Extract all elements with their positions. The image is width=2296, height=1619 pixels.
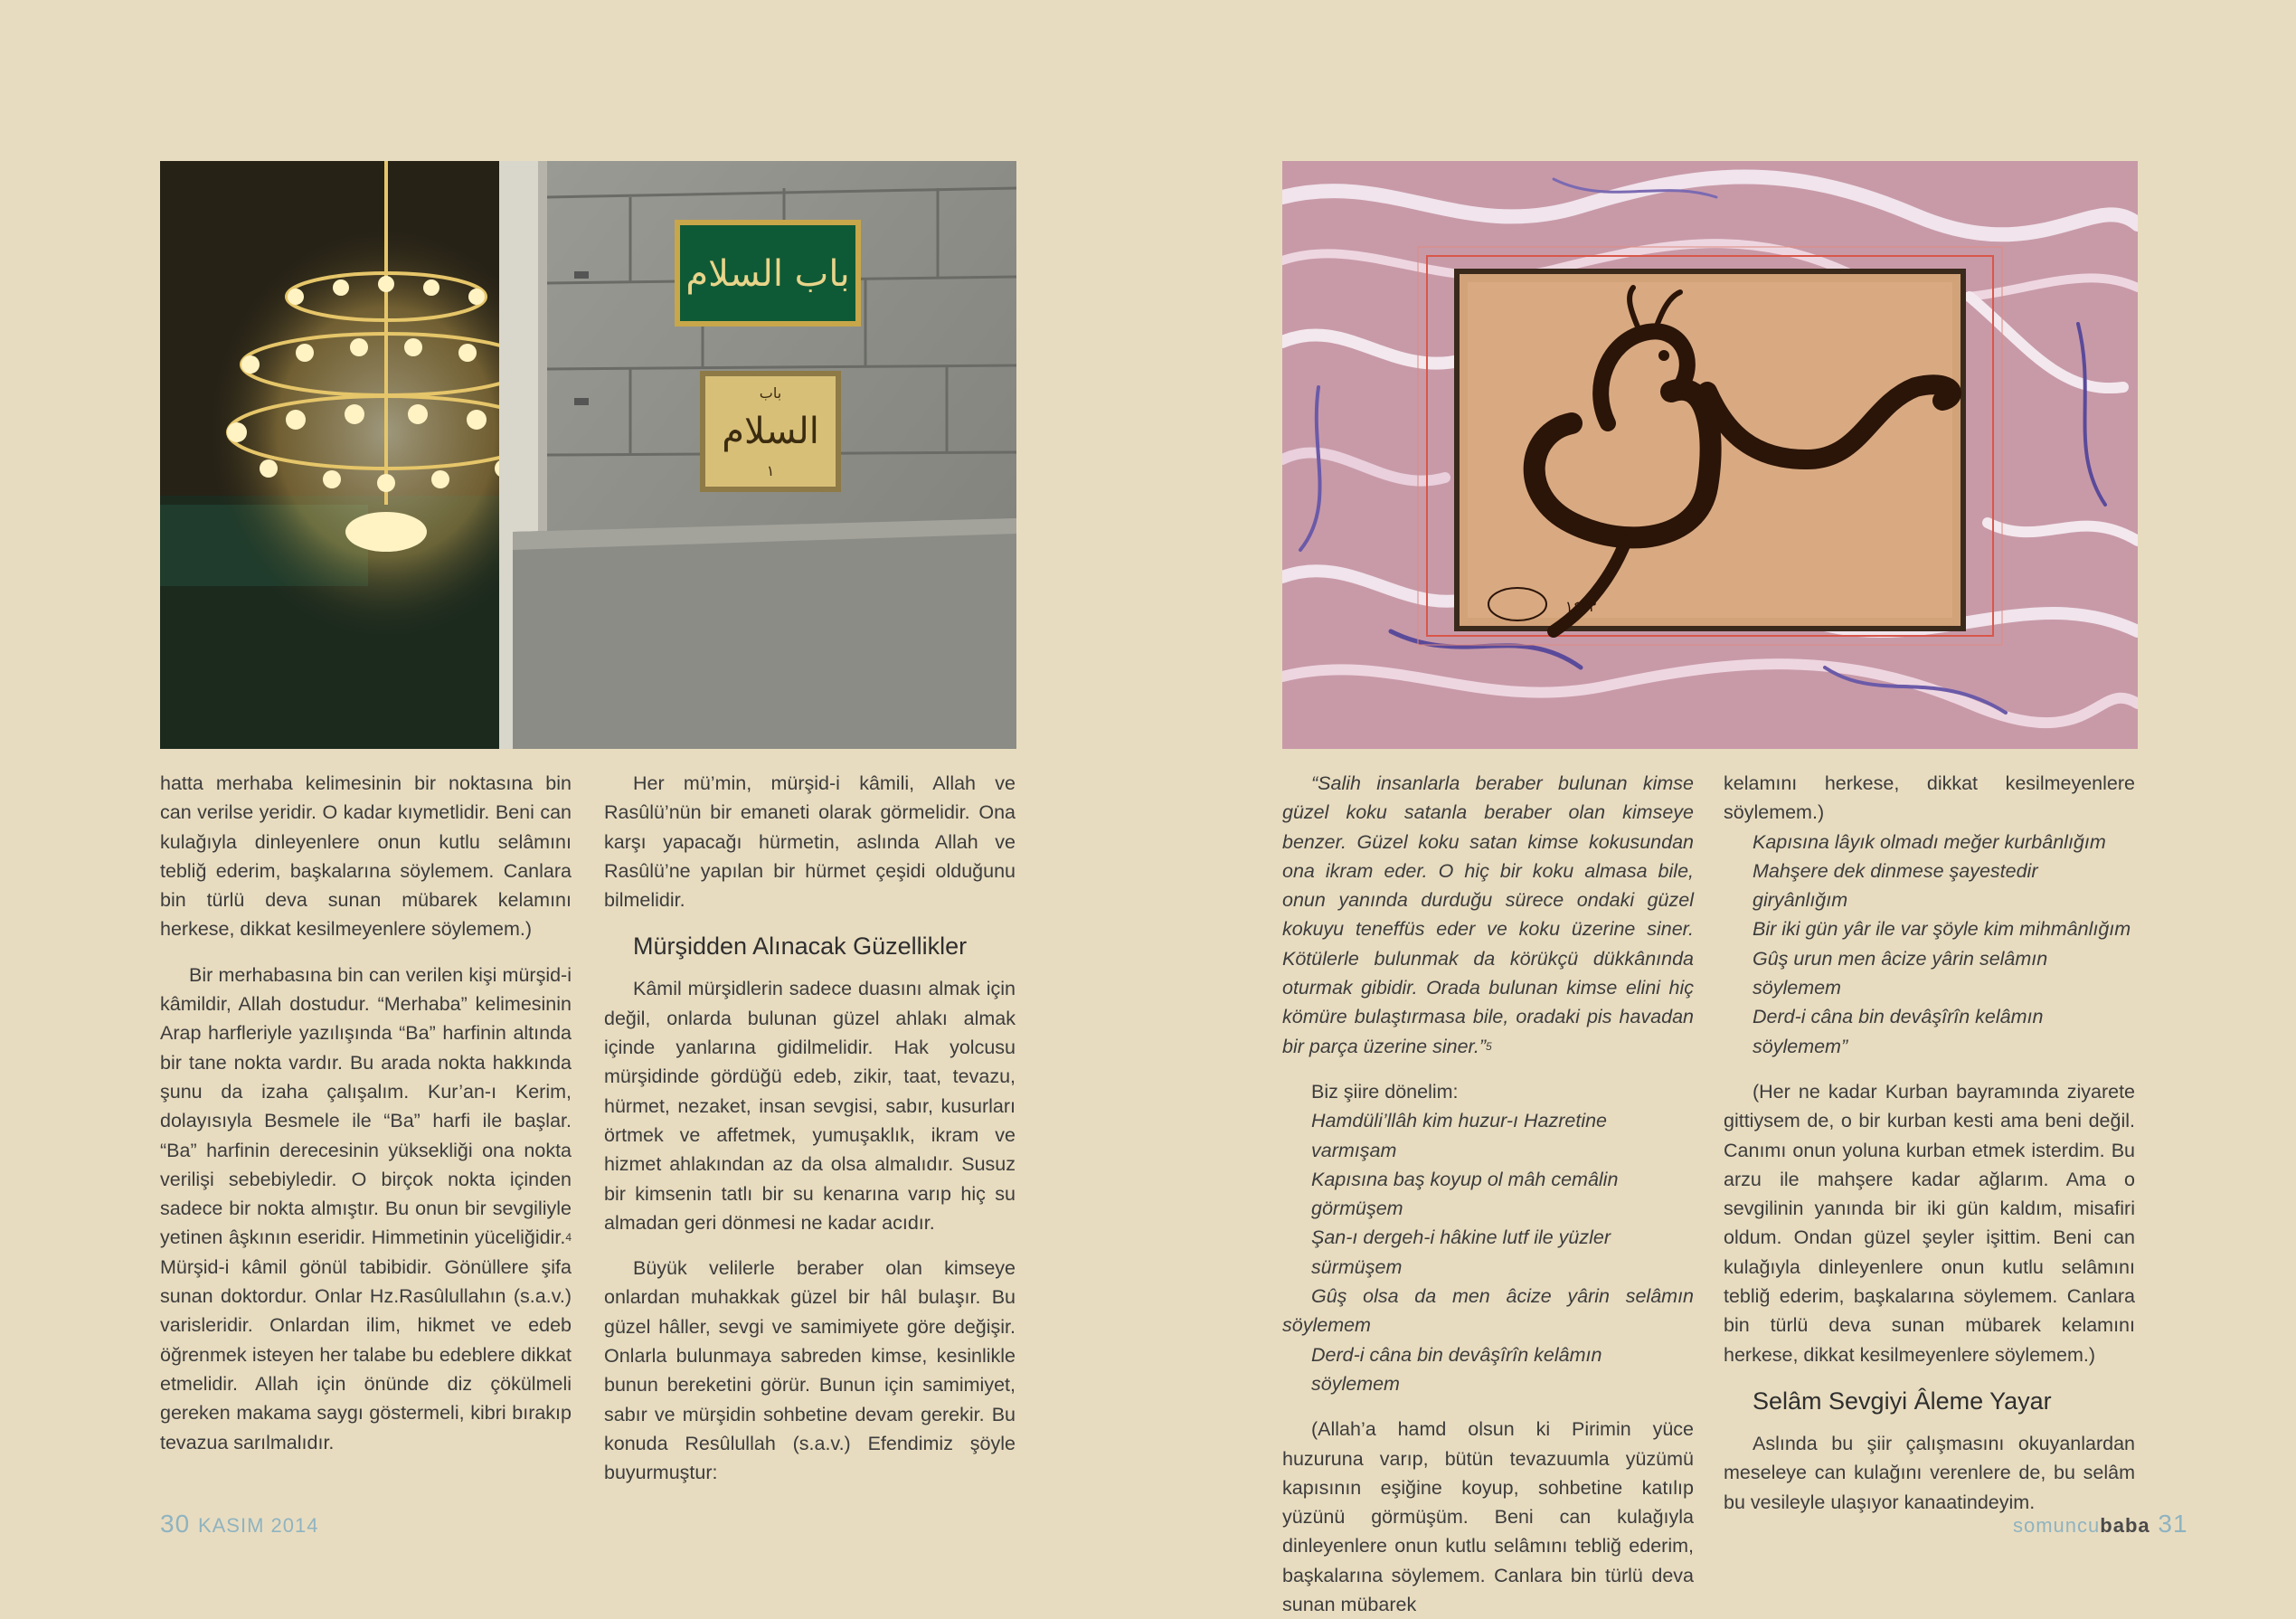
footnote-ref-5: 5 bbox=[1486, 1039, 1492, 1053]
col2-paragraph-2: Kâmil mürşidlerin sadece duasını almak için değil, onlarda bulunan güzel ahlakı almak içinde yanlarına gidilmelidir. Hak yolcusu mürşidinde gördüğü edeb, zikir, taat, tevazu, hürmet, nezaket, insan sevgisi, sabır, kusurları örtmek ve affetmek, yumuşaklık, ikram ve hizmet ahlakından az da olsa almalıdır. Susuz bir kimsenin tatlı bir su kenarına varıp hiç su almadan geri dönmesi ne kadar acıdır. bbox=[604, 978, 1016, 1234]
hadith-quote-text: “Salih insanlarla beraber bulunan kimse güzel koku satanla beraber olan kimseye benzer. Güzel koku satan kimse kokusundan ona ikram eder. O hiç bir koku almasa bile, onun yanında durduğu sürece ondaki güzel kokuyu teneffüs eder ve koku üzerine siner. Kötülerle bulunmak da körükçü dükkânında oturmak gibidir. Orada bulunan kimse elini hiç kömüre bulaştırmasa bile, oradaki pis havadan bir parça üzerine siner.” bbox=[1282, 772, 1694, 1057]
footnote-ref-4: 4 bbox=[565, 1231, 572, 1245]
poem-1-line-4: Gûş olsa da men âcize yârin selâmın söylemem bbox=[1282, 1285, 1694, 1337]
col3-lead: Biz şiire dönelim: bbox=[1311, 1080, 1459, 1103]
poem-2-line-3: Bir iki gün yâr ile var şöyle kim mihmânlığım bbox=[1753, 918, 2131, 941]
green-plaque-text: باب السلام bbox=[685, 253, 850, 295]
bab-us-selam-photo bbox=[160, 161, 1016, 749]
left-page-number: 30 bbox=[160, 1510, 191, 1538]
poem-1-line-1: Hamdüli’llâh kim huzur-ı Hazretine varmışam bbox=[1311, 1110, 1608, 1161]
poem-2-line-2: Mahşere dek dinmese şayestedir giryânlığım bbox=[1753, 859, 2038, 912]
hadith-quote bbox=[1282, 769, 1694, 1061]
poem-stanza-2 bbox=[1753, 828, 2135, 1061]
column-3 bbox=[1282, 769, 1694, 1619]
poem-1-line-2: Kapısına baş koyup ol mâh cemâlin görmüşem bbox=[1311, 1168, 1619, 1220]
section-heading-mursidden: Mürşidden Alınacak Güzellikler bbox=[633, 933, 968, 961]
gold-plaque-small-text: باب bbox=[759, 384, 782, 402]
poem-2-line-4: Gûş urun men âcize yârin selâmın söylemem bbox=[1753, 947, 2048, 999]
column-2 bbox=[604, 769, 1016, 1488]
col2-paragraph-3: Büyük velilerle beraber olan kimseye onlardan muhakkak güzel bir hâl bulaşır. Bu güzel hâller, sevgi ve samimiyete göre değişir. Onlarla bulunmaya sabreden kimse, kesinlikle bunun bereketini görür. Bunun için samimiyet, sabır ve mürşidin sohbetine devam gerekir. Bu konuda Resûlullah (s.a.v.) Efendimiz şöyle buyurmuştur: bbox=[604, 1257, 1016, 1484]
right-folio bbox=[2013, 1510, 2188, 1539]
calligraphy-date: ١٤٣٣ bbox=[1564, 598, 1597, 615]
col1-paragraph-1: hatta merhaba kelimesinin bir noktasına bin can verilse yeridir. O kadar kıymetlidir. Beni can kulağıyla dinleyenlere onun kutlu selâmını tebliğ ederim, başkalarına söylemem. Canlara bin türlü deva sunan mübarek kelamını herkese, dikkat kesilmeyenlere söylemem.) bbox=[160, 772, 572, 941]
bab-us-selam-illustration bbox=[160, 161, 1016, 749]
column-4 bbox=[1724, 769, 2135, 1517]
col1-paragraph-2-end: Mürşid-i kâmil gönül tabibidir. Gönüllere şifa sunan doktordur. Onlar Hz.Rasûlullahın (s.a.v.) varisleridir. Onlardan ilim, hikmet ve edeb öğrenmek isteyen her talabe bu edeblere dikkat etmelidir. Allah için önünde diz çökülmeli gereken makama saygı göstermeli, kibri bırakıp tevazua sarılmalıdır. bbox=[160, 1255, 572, 1453]
poem-2-line-1: Kapısına lâyık olmadı meğer kurbânlığım bbox=[1753, 830, 2106, 853]
col1-paragraph-2 bbox=[160, 961, 572, 1457]
left-folio bbox=[160, 1510, 318, 1539]
col4-paragraph-1: kelamını herkese, dikkat kesilmeyenlere söylemem.) bbox=[1724, 772, 2135, 824]
brand-baba: baba bbox=[2100, 1514, 2150, 1537]
col3-paragraph-end: (Allah’a hamd olsun ki Pirimin yüce huzuruna varıp, bütün tevazuumla yüzümü kapısının eşiğine koyup, sohbetine katılıp yüzünü görmüşüm. Beni can kulağıyla dinleyenlere onun kutlu selâmını tebliğ ederim, başkalarına söylemem. Canlara bin türlü deva sunan mübarek bbox=[1282, 1418, 1694, 1616]
ebru-marble-illustration bbox=[1282, 161, 2138, 749]
col2-paragraph-1: Her mü’min, mürşid-i kâmili, Allah ve Rasûlü’nün bir emaneti olarak görmelidir. Ona karşı yapacağı hürmetin, aslında Allah ve Rasûlü’ne yapılan bir hürmet çeşidi olduğunu bilmelidir. bbox=[604, 772, 1016, 912]
column-1 bbox=[160, 769, 572, 1457]
gold-plaque-number: ١ bbox=[766, 462, 775, 479]
poem-1-line-5: Derd-i câna bin devâşîrîn kelâmın söylemem bbox=[1311, 1343, 1602, 1395]
gold-plaque-text: السلام bbox=[722, 411, 819, 452]
poem-stanza-1 bbox=[1282, 1106, 1694, 1398]
poem-2-line-5: Derd-i câna bin devâşîrîn kelâmın söylemem” bbox=[1753, 1006, 2044, 1057]
col4-paragraph-3: Aslında bu şiir çalışmasını okuyanlardan meseleye can kulağını verenlere de, bu selâm bu vesileyle ulaşıyor kanaatindeyim. bbox=[1724, 1432, 2135, 1513]
col1-paragraph-2-text: Bir merhabasına bin can verilen kişi mürşid-i kâmildir, Allah dostudur. “Merhaba” kelimesinin Arap harfleriyle yazılışında “Ba” harfinin altında bir tane nokta vardır. Bu arada nokta hakkında şunu da izaha çalışalım. Kur’an-ı Kerim, dolayısıyla Besmele ile “Ba” harfi ile başlar. “Ba” harfinin derecesinin yüksekliği ona nokta verilişi sebebiyledir. O birçok nokta içinden sadece bir nokta almıştır. Bu onun bir sevgiliyle yetinen âşkının eseridir. Himmetinin yüceliğidir. bbox=[160, 963, 572, 1249]
brand-somuncu: somuncu bbox=[2013, 1514, 2101, 1537]
col4-paragraph-2: (Her ne kadar Kurban bayramında ziyarete gittiysem de, o bir kurban kesti ama beni değil. Canımı onun yoluna kurban etmek isterdim. Bu arzu ile mahşere kadar ağlarım. Ama o sevgilinin yanında bir iki gün kaldım, misafiri oldum. Ondan güzel şeyler işittim. Beni can kulağıyla dinleyenlere onun kutlu selâmını tebliğ ederim, başkalarına söylemem. Canlara bin türlü deva sunan mübarek kelamını herkese, dikkat kesilmeyenlere söylemem.) bbox=[1724, 1080, 2135, 1366]
issue-date: KASIM 2014 bbox=[197, 1514, 319, 1537]
right-page-number: 31 bbox=[2158, 1510, 2188, 1538]
selam-calligraphy-artwork bbox=[1282, 161, 2138, 749]
poem-1-line-3: Şan-ı dergeh-i hâkine lutf ile yüzler sürmüşem bbox=[1311, 1226, 1611, 1278]
section-heading-selam: Selâm Sevgiyi Âleme Yayar bbox=[1753, 1387, 2052, 1415]
